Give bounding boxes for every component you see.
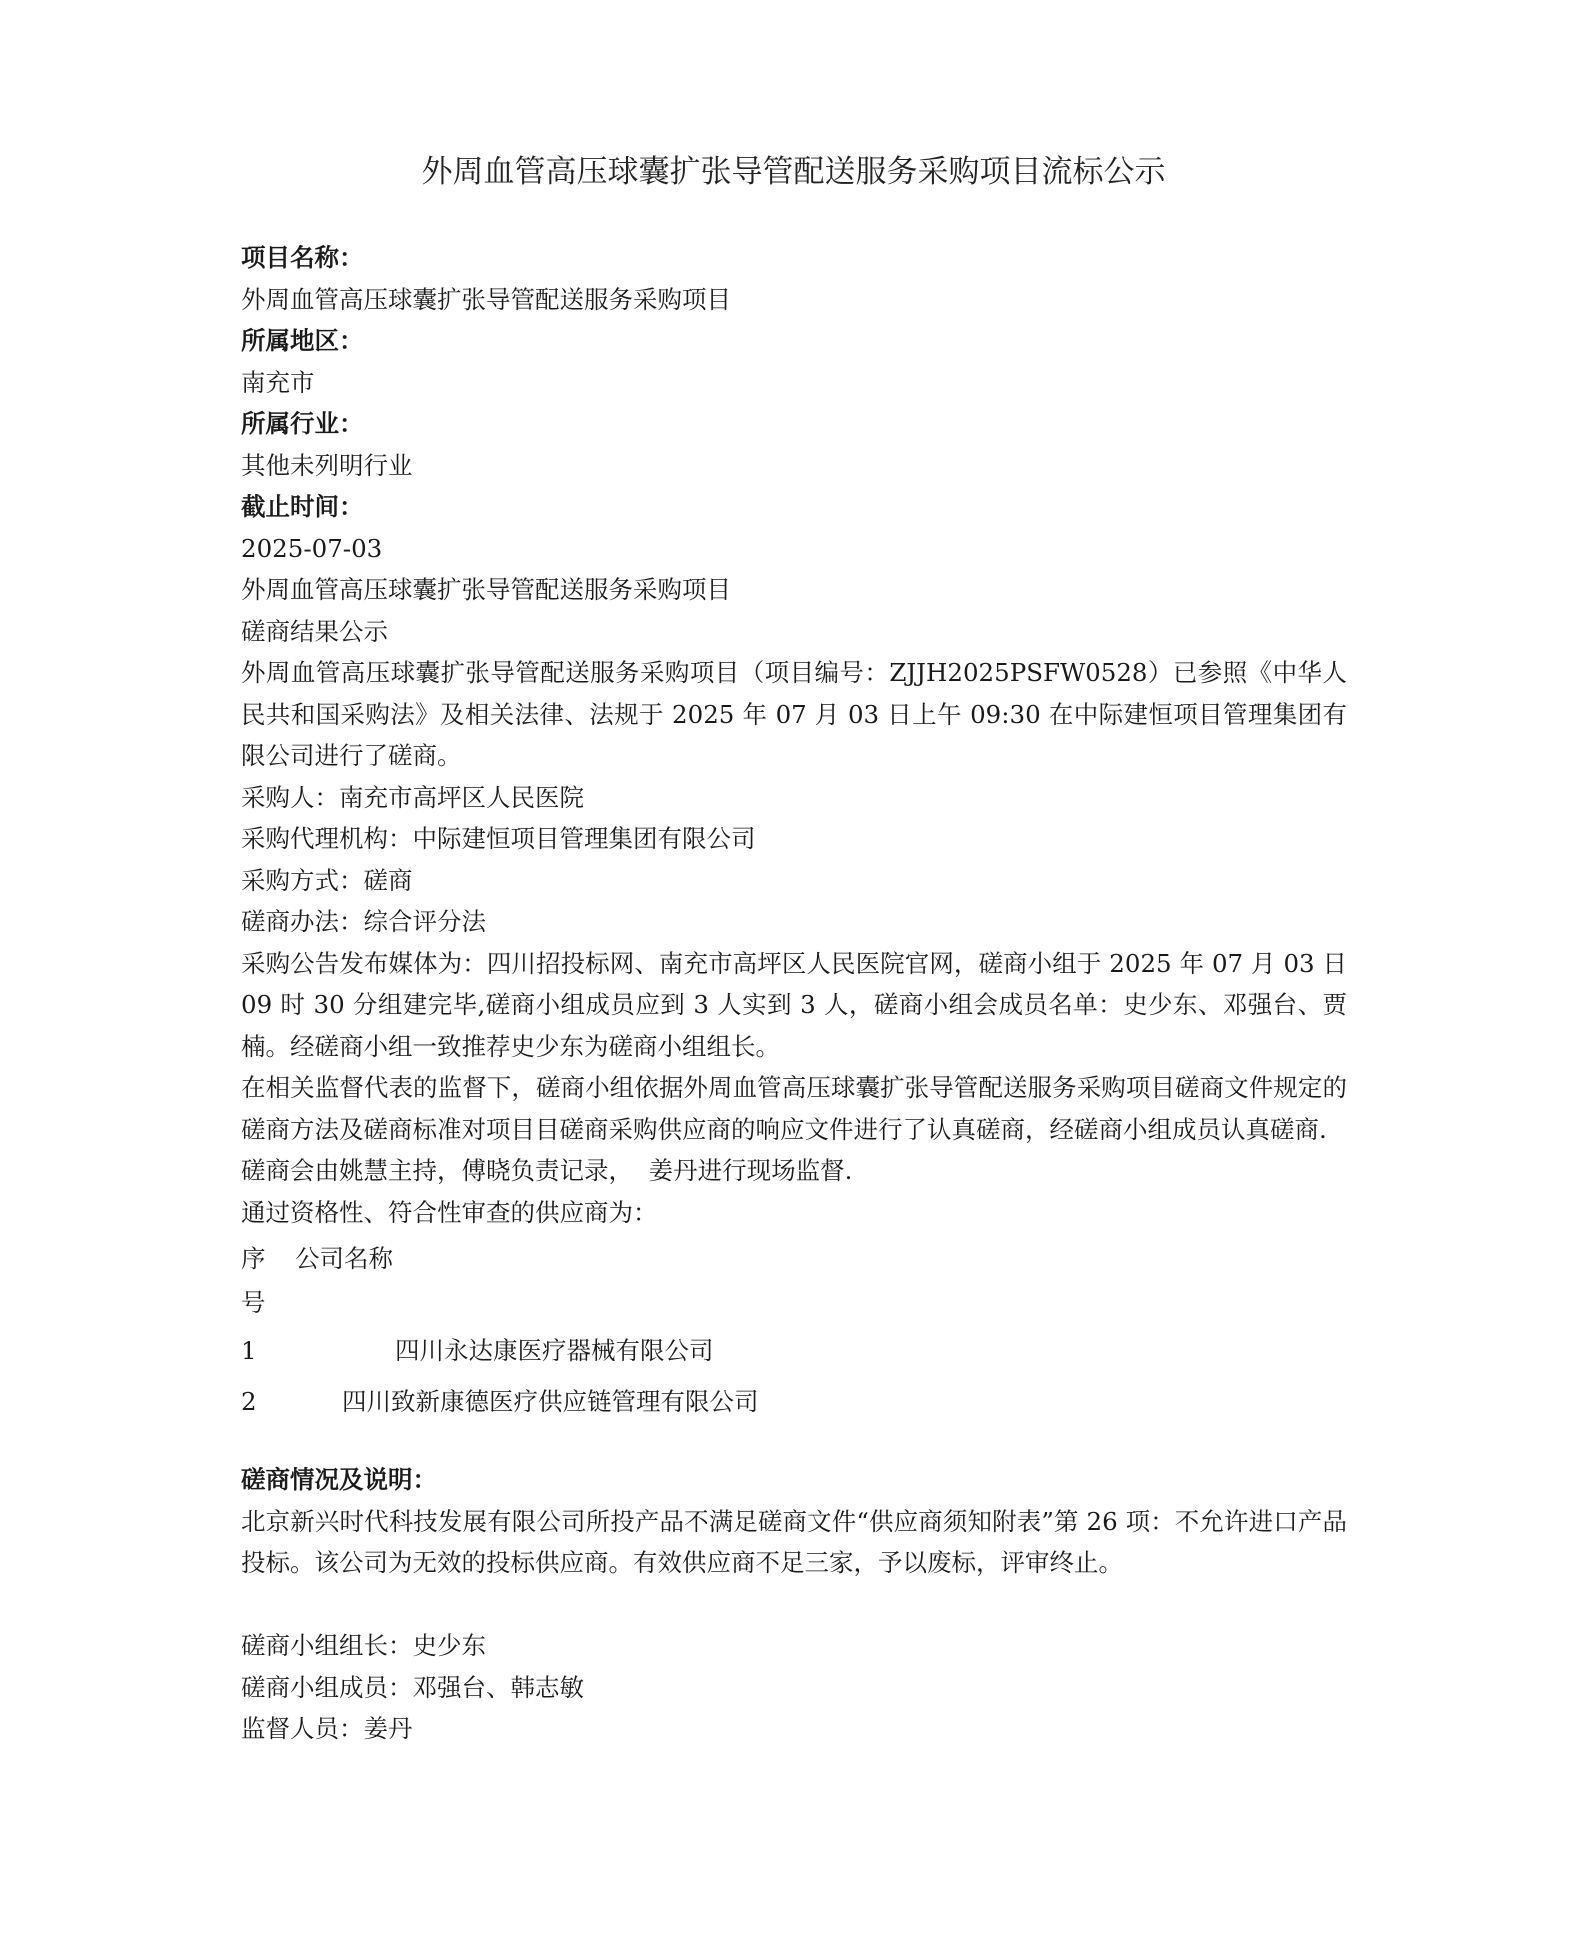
media-paragraph: 采购公告发布媒体为：四川招投标网、南充市高坪区人民医院官网，磋商小组于 2025 年 07 月 03 日 09 时 30 分组建完毕,磋商小组成员应到 3 人实到 3 人，磋商小组会成员名单：史少东、邓强台、贾楠。经磋商小组一致推荐史少东为磋商小组组长。 xyxy=(241,948,1347,1061)
document-body xyxy=(241,237,1347,1750)
project-name-label: 项目名称： xyxy=(241,243,364,272)
row-number: 2 xyxy=(241,1386,257,1416)
host-line: 磋商会由姚慧主持，傅晓负责记录， 姜丹进行现场监督. xyxy=(241,1156,853,1185)
col-header-name: 公司名称 xyxy=(295,1244,393,1273)
qualified-intro: 通过资格性、符合性审查的供应商为： xyxy=(241,1197,658,1227)
situation-section xyxy=(241,1459,1347,1584)
intro-paragraph: 外周血管高压球囊扩张导管配送服务采购项目（项目编号：ZJJH2025PSFW0528）已参照《中华人民共和国采购法》及相关法律、法规于 2025 年 07 月 03 日上午 09:30 在中际建恒项目管理集团有限公司进行了磋商。 xyxy=(241,658,1347,770)
project-line: 外周血管高压球囊扩张导管配送服务采购项目 xyxy=(241,575,731,604)
table-row xyxy=(241,1325,1347,1376)
method-line: 采购方式：磋商 xyxy=(241,865,413,895)
col-header-no-line1: 序 xyxy=(241,1244,266,1273)
row-company-name: 四川致新康德医疗供应链管理有限公司 xyxy=(342,1386,759,1416)
supervision-paragraph: 在相关监督代表的监督下，磋商小组依据外周血管高压球囊扩张导管配送服务采购项目磋商文件规定的磋商方法及磋商标准对项目目磋商采购供应商的响应文件进行了认真磋商，经磋商小组成员认真磋商. xyxy=(241,1073,1347,1144)
situation-text: 北京新兴时代科技发展有限公司所投产品不满足磋商文件“供应商须知附表”第 26 项：不允许进口产品投标。该公司为无效的投标供应商。有效供应商不足三家，予以废标，评审终止。 xyxy=(241,1506,1347,1577)
purchaser-line: 采购人：南充市高坪区人民医院 xyxy=(241,782,584,812)
col-header-no-line2: 号 xyxy=(241,1288,266,1317)
leader-line: 磋商小组组长：史少东 xyxy=(241,1631,486,1660)
page-title: 外周血管高压球囊扩张导管配送服务采购项目流标公示 xyxy=(421,154,1166,190)
table-header xyxy=(241,1237,1347,1325)
situation-heading: 磋商情况及说明： xyxy=(241,1465,437,1494)
agency-line: 采购代理机构：中际建恒项目管理集团有限公司 xyxy=(241,824,756,853)
eval-method-line: 磋商办法：综合评分法 xyxy=(241,907,486,936)
project-name-value: 外周血管高压球囊扩张导管配送服务采购项目 xyxy=(241,284,731,314)
region-label: 所属地区： xyxy=(241,326,364,355)
row-number: 1 xyxy=(241,1335,257,1365)
industry-value: 其他未列明行业 xyxy=(241,450,413,480)
spacer xyxy=(241,1584,1347,1626)
table-row xyxy=(241,1376,1347,1427)
supplier-table xyxy=(241,1237,1347,1427)
deadline-label: 截止时间： xyxy=(241,492,364,521)
col-header-no xyxy=(241,1237,295,1325)
members-line: 磋商小组成员：邓强台、韩志敏 xyxy=(241,1672,584,1702)
region-value: 南充市 xyxy=(241,367,315,397)
supervisor-line: 监督人员：姜丹 xyxy=(241,1714,413,1743)
industry-label: 所属行业： xyxy=(241,409,364,438)
deadline-value: 2025-07-03 xyxy=(241,533,383,563)
row-company-name: 四川永达康医疗器械有限公司 xyxy=(395,1335,714,1365)
result-heading: 磋商结果公示 xyxy=(241,616,388,646)
